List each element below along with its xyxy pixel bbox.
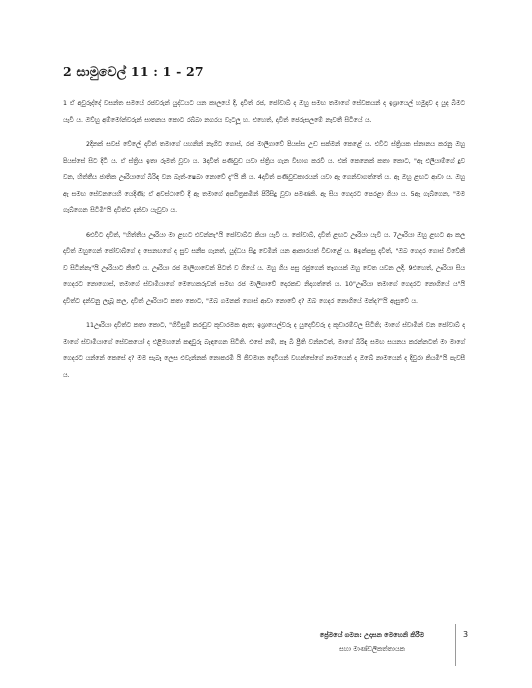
footer-subtitle: සහා මාණ්ඩලිකත්තායක: [339, 645, 405, 653]
paragraph-3: 6එවිට දාවිත්, "හිත්තීය ඌරියා මා ළඟට එවන්නැ"යි ජෝවාබ්ට කියා යැවී ය. ජෝවාබ්, දාවිත් ළඟට ඌරියා යැවී ය. 7ඌරියා ඔහු ළඟට ආ කල දාවිත් ඔහුගෙන් ජෝවාබ්ගේ ද සෙනඟගේ ද සුව සනීප ගැනත්, යුද්ධය සිදු වෙමින් යන ආකාරයත් විචාළේ ය. 8ඉන්පසු දාවිත්, "ඔබ ගෙදර ගොස් විවේකී ව සිටින්නැ"යි ඌරියාට කීවේ ය. ඌරියා රජ මාලිගාවෙන් පිටත් ව ගියේ ය. ඔහු ගිය පසු රජුගෙන් තෑගයක් ඔහු වෙත යවන ලදී. 9එහෙත්, ඌරියා සිය ගෙදරට නොගොස්, තමාගේ ස්වාමියාගේ මෙහෙකරුවන් සමඟ රජ මාලිගාවේ දොරකඩ නිදාගත්තේ ය. 10"ඌරියා තමාගේ ගෙදරට නොගියේ ය"යි දාවිත්ට දන්වනු ලැබූ කල, දාවිත් ඌරියාට කතා කොට, "ඔබ ගමනක් ගොස් ආවා නොවේ ද? ඔබ ගෙදර නොගියේ මන්ද?"යි ඇසුවේ ය.: [63, 231, 465, 305]
paragraph-4: 11ඌරියා දාවිත්ට කතා කොට, "ගිවිසුම් කරඬුව කූඩාරමක ඇත; ඉශ්‍රායෙල්වරු ද යුදෙව්වරු ද කූඩාරම්වල සිටිති; මාගේ ස්වාමීන් වන ජෝවාබ් ද මාගේ ස්වාමියාගේ සේවකයෝ ද එළිමහනේ කඳවුරු බැඳගෙන සිටිති. එසේ නම්, කෑ බී ප්‍රීති වන්නටත්, මාගේ බිරිඳ සමඟ සයනය කරන්නටත් මා මාගේ ගෙදරට යන්නේ කෙසේ ද? මම සැබෑ ලෙස එවැන්නක් නොකරමි යි ජීවමාන දෙවියන් වහන්සේගේ නාමයෙන් ද ඔබේ නාමයෙන් ද දිවුරා කියමි"යි පැවසී ය.: [63, 322, 465, 379]
document-body: [63, 96, 465, 392]
paragraph-1: 1 ඒ අවුරුද්දේ වසන්ත සමයේ රජවරුන් යුද්ධයට යන කාලයේ දී, දාවිත් රජ, ජෝවාබ් ද ඔහු සමඟ තමාගේ සේවකයන් ද ඉශ්‍රායෙල් හමුදාව ද යුද බිමට යැවී ය. ඔව්හු අම්මෝන්වරුන් සාතනය කොට රබ්බා නගරය වැටලූ හ. එහෙත්, දාවිත් ජෙරුසලමේ නැවතී සිටියේ ය.: [63, 100, 465, 124]
footer-title: ප්‍රේමයේ ගමන: උදාසන මෙහෙනි කිරීම: [319, 631, 425, 639]
scripture-heading: 2 සාමුවෙල් 11 : 1 - 27: [63, 64, 204, 79]
page-footer: [292, 628, 452, 656]
page-number: 3: [463, 630, 469, 639]
footer-divider: [455, 624, 456, 666]
paragraph-2: 2දිනක් සවස් වේලේ දාවිත් තමාගේ යහනින් නැගිට ගොස්, රජ මාලිගාවේ පියස්ස උඩ සක්මන් කෙළේ ය. එවිට ස්ත්‍රියක ස්නානය කරනු ඔහු පියස්සේ සිට දිටී ය. ඒ ස්ත්‍රිය ඉතා රූමත් වූවා ය. 3දාවිත් පණිවුඩ යවා ස්ත්‍රිය ගැන විභාග කරවී ය. එක් කෙනෙක් කතා කොට, "ඇ එලියාම්ගේ දුව වන, හිත්තීය ජාතික ඌරියාගේ බිරිඳ වන බැත්-ෂෙබා නොවේ දැ"යි කී ය. 4දාවිත් පණිවුඩකාරයන් යවා ඇ ගෙන්වාගත්තේ ය. ඇ ඔහු ළඟට ආවා ය. ඔහු ඇ සමඟ සේවනයෙහි යෙදිණි; ඒ අවස්ථාවේ දී ඇ තමාගේ අපවිත්‍රකමින් පිරිසිදු වූවා පමණකි. ඇ සිය ගෙදරට පෙරළා ගියා ය. 5ඇ ගැබ්ගෙන, "මම ගැබ්ගෙන සිටිමි"යි දාවිත්ට දන්වා යැවුවා ය.: [63, 141, 465, 214]
